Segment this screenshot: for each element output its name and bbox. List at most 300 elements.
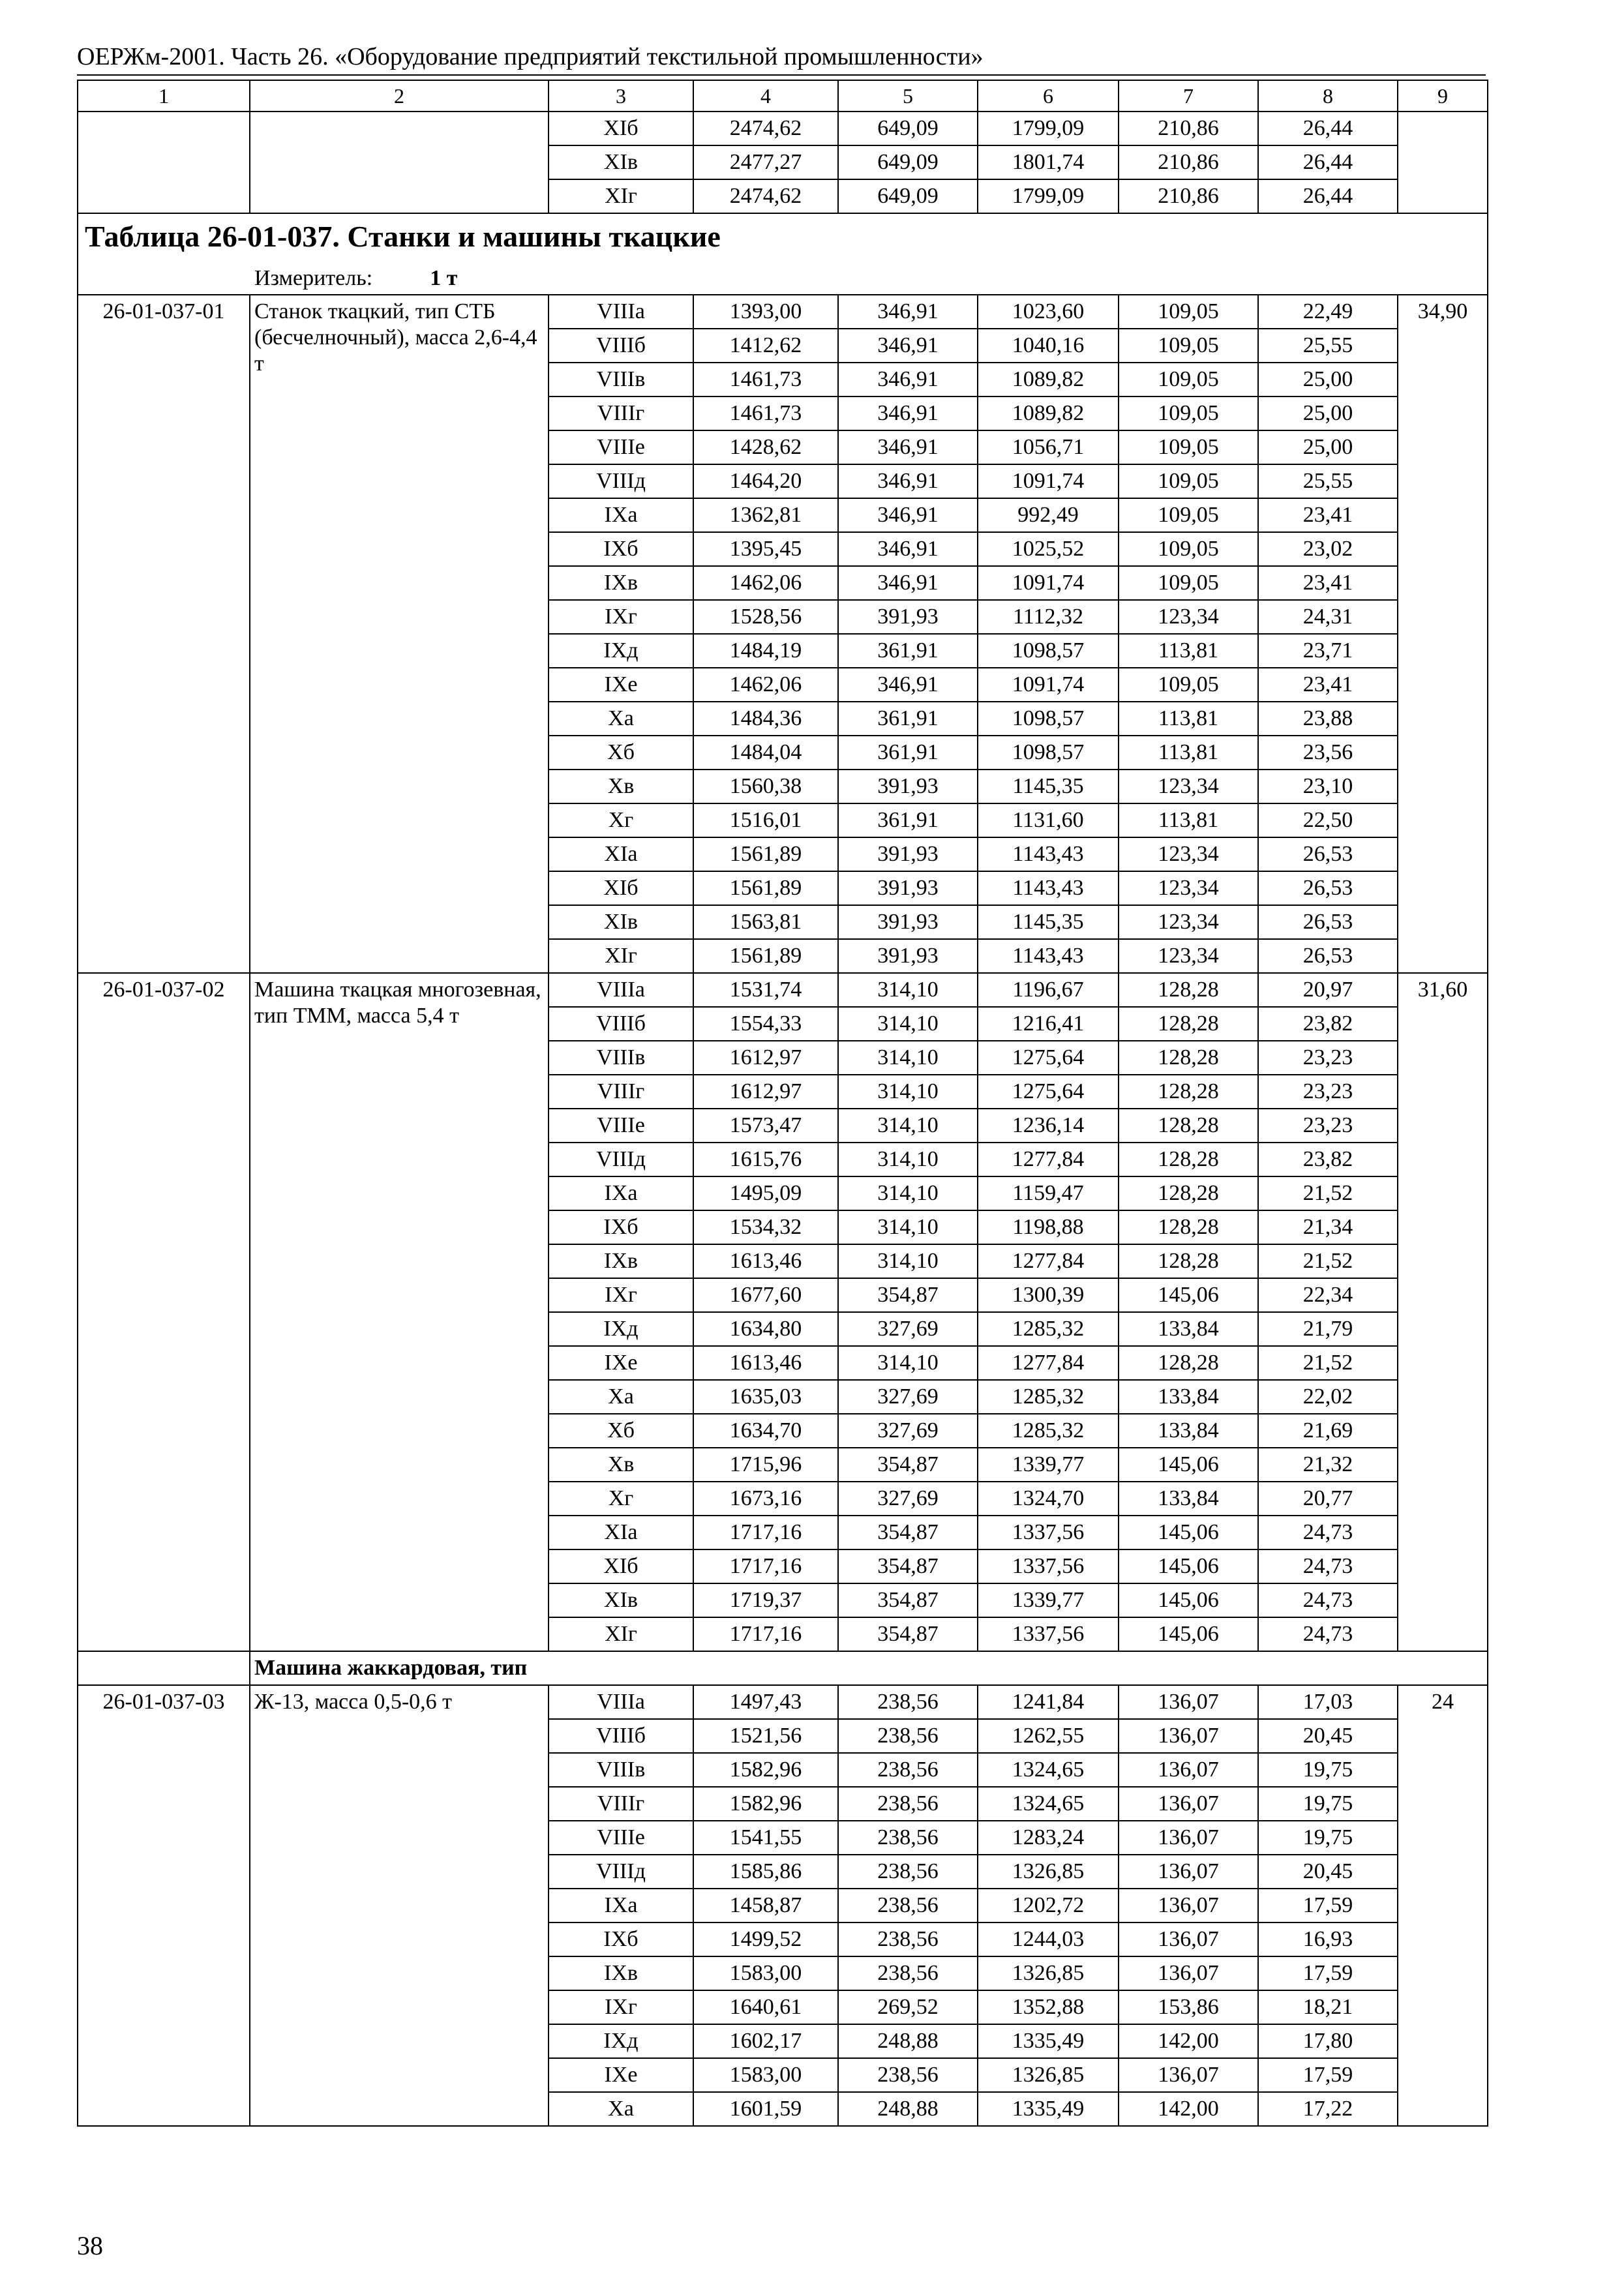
table-cell: 145,06 [1119, 1583, 1258, 1617]
table-cell: 133,84 [1119, 1380, 1258, 1414]
table-cell: 1159,47 [978, 1176, 1119, 1210]
table-cell: Xб [549, 736, 693, 770]
table-cell: 1583,00 [693, 1956, 838, 1990]
table-cell: 24,73 [1258, 1549, 1398, 1583]
table-cell: IXг [549, 600, 693, 634]
table-cell: 16,93 [1258, 1922, 1398, 1956]
item-name: Станок ткацкий, тип СТБ (бесчелночный), масса 2,6-4,4 т [250, 295, 549, 973]
table-cell: 1462,06 [693, 566, 838, 600]
table-cell: 269,52 [838, 1990, 978, 2024]
table-cell: 1285,32 [978, 1312, 1119, 1346]
table-cell: 109,05 [1119, 430, 1258, 464]
table-cell: IXб [549, 1922, 693, 1956]
table-cell: 136,07 [1119, 1685, 1258, 1719]
table-cell: 109,05 [1119, 464, 1258, 498]
table-cell: 1499,52 [693, 1922, 838, 1956]
table-cell: 1601,59 [693, 2092, 838, 2126]
table-cell: VIIIа [549, 1685, 693, 1719]
table-cell: 1202,72 [978, 1889, 1119, 1922]
table-cell: 1091,74 [978, 566, 1119, 600]
column-number: 6 [978, 80, 1119, 112]
table-cell: 1484,19 [693, 634, 838, 668]
table-cell: 145,06 [1119, 1617, 1258, 1651]
table-cell: 1495,09 [693, 1176, 838, 1210]
table-cell: IXд [549, 634, 693, 668]
table-cell: 1324,70 [978, 1482, 1119, 1516]
table-row [78, 112, 1488, 145]
table-cell: 136,07 [1119, 1956, 1258, 1990]
table-cell: VIIIб [549, 1007, 693, 1041]
table-cell: 21,32 [1258, 1448, 1398, 1482]
table-cell: 314,10 [838, 1109, 978, 1143]
table-cell: 1335,49 [978, 2024, 1119, 2058]
table-cell: 1112,32 [978, 600, 1119, 634]
table-cell: 123,34 [1119, 770, 1258, 803]
table-cell: 327,69 [838, 1482, 978, 1516]
table-cell: 1613,46 [693, 1244, 838, 1278]
table-cell: 25,00 [1258, 363, 1398, 396]
table-cell: 992,49 [978, 498, 1119, 532]
table-cell: 128,28 [1119, 1210, 1258, 1244]
table-cell: 1339,77 [978, 1583, 1119, 1617]
table-title: Таблица 26-01-037. Станки и машины ткацкие [85, 220, 721, 253]
table-cell: 238,56 [838, 1719, 978, 1753]
column-number: 8 [1258, 80, 1398, 112]
table-cell: 1393,00 [693, 295, 838, 329]
table-cell: 109,05 [1119, 396, 1258, 430]
table-cell: 1516,01 [693, 803, 838, 837]
table-cell: 1324,65 [978, 1753, 1119, 1787]
table-cell: 128,28 [1119, 1007, 1258, 1041]
table-cell: 1098,57 [978, 634, 1119, 668]
table-cell: 23,41 [1258, 566, 1398, 600]
table-cell: 1541,55 [693, 1821, 838, 1855]
table-cell: 109,05 [1119, 532, 1258, 566]
item-price [1398, 112, 1488, 213]
table-cell: 1461,73 [693, 363, 838, 396]
item-code: 26-01-037-01 [78, 295, 250, 973]
table-cell: 133,84 [1119, 1482, 1258, 1516]
table-cell: 136,07 [1119, 1922, 1258, 1956]
table-cell: 1497,43 [693, 1685, 838, 1719]
table-cell: 1573,47 [693, 1109, 838, 1143]
table-cell: 1615,76 [693, 1143, 838, 1176]
table-cell: 1143,43 [978, 939, 1119, 973]
table-cell: 1484,36 [693, 702, 838, 736]
table-cell: VIIIа [549, 973, 693, 1007]
table-cell: 1362,81 [693, 498, 838, 532]
table-cell: VIIIд [549, 1855, 693, 1889]
table-cell: 354,87 [838, 1617, 978, 1651]
table-cell: 1613,46 [693, 1346, 838, 1380]
table-cell: 1412,62 [693, 329, 838, 363]
table-cell: 238,56 [838, 1956, 978, 1990]
table-cell: 346,91 [838, 566, 978, 600]
table-cell: 21,52 [1258, 1176, 1398, 1210]
table-cell: 1091,74 [978, 668, 1119, 702]
table-body [78, 80, 1488, 2126]
table-cell: 21,69 [1258, 1414, 1398, 1448]
table-cell: IXв [549, 1956, 693, 1990]
table-cell: 1098,57 [978, 702, 1119, 736]
table-cell: 346,91 [838, 532, 978, 566]
table-cell: 1098,57 [978, 736, 1119, 770]
table-cell: 17,22 [1258, 2092, 1398, 2126]
table-cell: 1561,89 [693, 837, 838, 871]
table-cell: IXд [549, 1312, 693, 1346]
table-title-row [78, 213, 1488, 263]
table-cell: 1040,16 [978, 329, 1119, 363]
table-cell: 1458,87 [693, 1889, 838, 1922]
table-cell: 1337,56 [978, 1617, 1119, 1651]
table-cell: 109,05 [1119, 668, 1258, 702]
table-cell: XIг [549, 1617, 693, 1651]
item-code [78, 112, 250, 213]
table-cell: 1612,97 [693, 1075, 838, 1109]
table-cell: 1717,16 [693, 1516, 838, 1549]
item-code: 26-01-037-03 [78, 1685, 250, 2126]
table-cell: 19,75 [1258, 1787, 1398, 1821]
table-cell: 25,00 [1258, 430, 1398, 464]
table-cell: 361,91 [838, 702, 978, 736]
table-cell: Xб [549, 1414, 693, 1448]
rates-table [77, 80, 1488, 2127]
table-cell: IXв [549, 1244, 693, 1278]
table-cell: 1635,03 [693, 1380, 838, 1414]
item-name: Ж-13, масса 0,5-0,6 т [250, 1685, 549, 2126]
table-cell: 649,09 [838, 112, 978, 145]
table-cell: 24,73 [1258, 1583, 1398, 1617]
table-cell: 314,10 [838, 1143, 978, 1176]
table-cell: 314,10 [838, 1346, 978, 1380]
table-cell: 354,87 [838, 1549, 978, 1583]
table-cell: 346,91 [838, 498, 978, 532]
table-cell: 238,56 [838, 1889, 978, 1922]
table-cell: 1023,60 [978, 295, 1119, 329]
measure-unit: 1 т [430, 266, 458, 290]
table-cell: IXв [549, 566, 693, 600]
table-cell: 1285,32 [978, 1380, 1119, 1414]
table-cell: 1277,84 [978, 1244, 1119, 1278]
table-cell: 1326,85 [978, 1855, 1119, 1889]
table-cell: 23,82 [1258, 1007, 1398, 1041]
table-cell: 145,06 [1119, 1448, 1258, 1482]
table-cell: 210,86 [1119, 145, 1258, 179]
table-cell: 1484,04 [693, 736, 838, 770]
table-cell: 26,53 [1258, 871, 1398, 905]
table-cell: 238,56 [838, 2058, 978, 2092]
table-row [78, 973, 1488, 1007]
group-title-row [78, 1651, 1488, 1685]
table-cell: IXб [549, 532, 693, 566]
table-cell: 128,28 [1119, 1041, 1258, 1075]
item-price: 31,60 [1398, 973, 1488, 1651]
column-number: 1 [78, 80, 250, 112]
table-cell: XIв [549, 145, 693, 179]
table-cell: 23,23 [1258, 1041, 1398, 1075]
table-cell: VIIIг [549, 396, 693, 430]
table-cell: 314,10 [838, 1007, 978, 1041]
table-cell: 649,09 [838, 145, 978, 179]
item-code: 26-01-037-02 [78, 973, 250, 1651]
table-cell: 1560,38 [693, 770, 838, 803]
table-cell: Xа [549, 1380, 693, 1414]
table-cell: 1337,56 [978, 1516, 1119, 1549]
table-cell: 1277,84 [978, 1143, 1119, 1176]
table-title-cell [78, 213, 1488, 263]
table-cell: 1602,17 [693, 2024, 838, 2058]
table-cell: XIв [549, 905, 693, 939]
item-price: 34,90 [1398, 295, 1488, 973]
table-cell: 136,07 [1119, 1821, 1258, 1855]
table-cell: 128,28 [1119, 1075, 1258, 1109]
table-cell: 24,73 [1258, 1617, 1398, 1651]
table-cell: 391,93 [838, 837, 978, 871]
table-cell: 361,91 [838, 634, 978, 668]
table-cell: 128,28 [1119, 1109, 1258, 1143]
column-number: 2 [250, 80, 549, 112]
table-cell: 17,03 [1258, 1685, 1398, 1719]
table-cell: 2477,27 [693, 145, 838, 179]
table-cell: 133,84 [1119, 1312, 1258, 1346]
table-cell: 1677,60 [693, 1278, 838, 1312]
table-cell: Xг [549, 1482, 693, 1516]
table-cell: 210,86 [1119, 179, 1258, 213]
table-cell: 109,05 [1119, 329, 1258, 363]
table-cell: 26,44 [1258, 112, 1398, 145]
table-cell: 1801,74 [978, 145, 1119, 179]
table-cell: VIIIг [549, 1787, 693, 1821]
column-numbers-row [78, 80, 1488, 112]
table-cell: 1244,03 [978, 1922, 1119, 1956]
table-cell: 1196,67 [978, 973, 1119, 1007]
table-row [78, 1685, 1488, 1719]
table-cell: 1534,32 [693, 1210, 838, 1244]
table-cell: IXг [549, 1990, 693, 2024]
table-cell: 391,93 [838, 770, 978, 803]
table-cell: 1531,74 [693, 973, 838, 1007]
table-cell: 109,05 [1119, 363, 1258, 396]
table-cell: 128,28 [1119, 1143, 1258, 1176]
table-cell: 1143,43 [978, 837, 1119, 871]
table-cell: 123,34 [1119, 837, 1258, 871]
table-cell: 136,07 [1119, 1787, 1258, 1821]
table-cell: 128,28 [1119, 1244, 1258, 1278]
table-cell: 314,10 [838, 1075, 978, 1109]
table-cell: XIв [549, 1583, 693, 1617]
table-cell: 1025,52 [978, 532, 1119, 566]
table-cell: 238,56 [838, 1855, 978, 1889]
table-cell: 133,84 [1119, 1414, 1258, 1448]
table-cell: 23,23 [1258, 1109, 1398, 1143]
table-cell: 327,69 [838, 1414, 978, 1448]
table-cell: 23,88 [1258, 702, 1398, 736]
table-cell: 21,52 [1258, 1346, 1398, 1380]
table-cell: 1326,85 [978, 1956, 1119, 1990]
table-cell: 109,05 [1119, 295, 1258, 329]
table-cell: 248,88 [838, 2092, 978, 2126]
table-cell: 1719,37 [693, 1583, 838, 1617]
table-cell: 22,49 [1258, 295, 1398, 329]
table-cell: 24,73 [1258, 1516, 1398, 1549]
table-cell: 123,34 [1119, 905, 1258, 939]
table-cell: 1395,45 [693, 532, 838, 566]
table-cell: 1428,62 [693, 430, 838, 464]
table-cell: 113,81 [1119, 736, 1258, 770]
table-cell: 649,09 [838, 179, 978, 213]
table-cell: 123,34 [1119, 871, 1258, 905]
table-cell: 314,10 [838, 1176, 978, 1210]
table-cell: 21,79 [1258, 1312, 1398, 1346]
table-cell: 1091,74 [978, 464, 1119, 498]
table-cell: 1326,85 [978, 2058, 1119, 2092]
table-cell: XIб [549, 871, 693, 905]
table-cell: 1717,16 [693, 1549, 838, 1583]
item-price: 24 [1398, 1685, 1488, 2126]
table-cell: 1462,06 [693, 668, 838, 702]
table-cell: 346,91 [838, 396, 978, 430]
table-cell: 391,93 [838, 600, 978, 634]
table-cell: 23,10 [1258, 770, 1398, 803]
table-cell: 1277,84 [978, 1346, 1119, 1380]
table-cell: 346,91 [838, 295, 978, 329]
table-cell: 346,91 [838, 464, 978, 498]
table-cell: IXа [549, 1176, 693, 1210]
group-code-cell [78, 1651, 250, 1685]
table-cell: 1056,71 [978, 430, 1119, 464]
table-cell: 22,50 [1258, 803, 1398, 837]
table-cell: 1285,32 [978, 1414, 1119, 1448]
table-cell: 123,34 [1119, 939, 1258, 973]
item-name [250, 112, 549, 213]
table-cell: 24,31 [1258, 600, 1398, 634]
table-cell: 327,69 [838, 1312, 978, 1346]
table-cell: 145,06 [1119, 1278, 1258, 1312]
table-cell: 1583,00 [693, 2058, 838, 2092]
table-cell: 20,45 [1258, 1855, 1398, 1889]
table-cell: 1143,43 [978, 871, 1119, 905]
column-number: 4 [693, 80, 838, 112]
table-cell: 1582,96 [693, 1753, 838, 1787]
table-cell: 26,44 [1258, 145, 1398, 179]
table-cell: 1145,35 [978, 905, 1119, 939]
table-cell: Xв [549, 770, 693, 803]
table-cell: 136,07 [1119, 1855, 1258, 1889]
table-cell: 346,91 [838, 363, 978, 396]
table-cell: 1262,55 [978, 1719, 1119, 1753]
column-number: 5 [838, 80, 978, 112]
table-cell: 1236,14 [978, 1109, 1119, 1143]
table-cell: 26,53 [1258, 905, 1398, 939]
table-cell: 1241,84 [978, 1685, 1119, 1719]
table-cell: 142,00 [1119, 2024, 1258, 2058]
table-cell: 128,28 [1119, 973, 1258, 1007]
table-cell: Xв [549, 1448, 693, 1482]
table-cell: 1089,82 [978, 363, 1119, 396]
table-cell: 21,52 [1258, 1244, 1398, 1278]
table-cell: 238,56 [838, 1922, 978, 1956]
table-cell: 128,28 [1119, 1346, 1258, 1380]
table-row [78, 295, 1488, 329]
table-cell: 354,87 [838, 1583, 978, 1617]
table-cell: 26,53 [1258, 939, 1398, 973]
table-cell: 23,23 [1258, 1075, 1398, 1109]
table-cell: 1634,70 [693, 1414, 838, 1448]
table-cell: VIIIб [549, 329, 693, 363]
table-cell: 1634,80 [693, 1312, 838, 1346]
table-cell: 354,87 [838, 1516, 978, 1549]
table-cell: 314,10 [838, 973, 978, 1007]
table-cell: XIг [549, 939, 693, 973]
table-cell: 26,53 [1258, 837, 1398, 871]
table-cell: IXе [549, 1346, 693, 1380]
table-cell: 1799,09 [978, 112, 1119, 145]
table-cell: VIIIе [549, 1109, 693, 1143]
table-cell: VIIIб [549, 1719, 693, 1753]
table-cell: 21,34 [1258, 1210, 1398, 1244]
measure-label: Измеритель: [254, 266, 373, 290]
table-cell: 19,75 [1258, 1753, 1398, 1787]
table-cell: IXе [549, 668, 693, 702]
table-cell: 1337,56 [978, 1549, 1119, 1583]
table-cell: 1640,61 [693, 1990, 838, 2024]
table-cell: 354,87 [838, 1278, 978, 1312]
table-cell: 109,05 [1119, 566, 1258, 600]
table-cell: VIIIа [549, 295, 693, 329]
table-cell: 17,59 [1258, 2058, 1398, 2092]
table-cell: 113,81 [1119, 634, 1258, 668]
table-cell: 20,97 [1258, 973, 1398, 1007]
table-cell: 1612,97 [693, 1041, 838, 1075]
table-cell: 113,81 [1119, 702, 1258, 736]
table-cell: 1324,65 [978, 1787, 1119, 1821]
table-cell: XIг [549, 179, 693, 213]
group-title: Машина жаккардовая, тип [250, 1651, 1488, 1685]
table-cell: 113,81 [1119, 803, 1258, 837]
table-cell: VIIIд [549, 1143, 693, 1176]
table-cell: 25,55 [1258, 464, 1398, 498]
table-cell: 248,88 [838, 2024, 978, 2058]
table-cell: XIб [549, 112, 693, 145]
table-cell: 25,55 [1258, 329, 1398, 363]
table-cell: VIIIв [549, 1753, 693, 1787]
table-cell: 1461,73 [693, 396, 838, 430]
table-cell: 1300,39 [978, 1278, 1119, 1312]
table-cell: 1585,86 [693, 1855, 838, 1889]
table-cell: 123,34 [1119, 600, 1258, 634]
table-cell: 1275,64 [978, 1041, 1119, 1075]
table-cell: 238,56 [838, 1821, 978, 1855]
table-cell: 1528,56 [693, 600, 838, 634]
table-cell: 2474,62 [693, 112, 838, 145]
table-cell: 18,21 [1258, 1990, 1398, 2024]
table-cell: 327,69 [838, 1380, 978, 1414]
table-cell: 2474,62 [693, 179, 838, 213]
table-cell: 346,91 [838, 668, 978, 702]
table-cell: 354,87 [838, 1448, 978, 1482]
table-cell: 136,07 [1119, 1753, 1258, 1787]
table-cell: 136,07 [1119, 2058, 1258, 2092]
table-cell: 1554,33 [693, 1007, 838, 1041]
table-cell: 19,75 [1258, 1821, 1398, 1855]
table-cell: 1352,88 [978, 1990, 1119, 2024]
measure-cell [78, 263, 1488, 295]
table-cell: 1521,56 [693, 1719, 838, 1753]
table-cell: VIIIе [549, 1821, 693, 1855]
table-cell: 145,06 [1119, 1549, 1258, 1583]
table-cell: 1715,96 [693, 1448, 838, 1482]
table-cell: 17,80 [1258, 2024, 1398, 2058]
